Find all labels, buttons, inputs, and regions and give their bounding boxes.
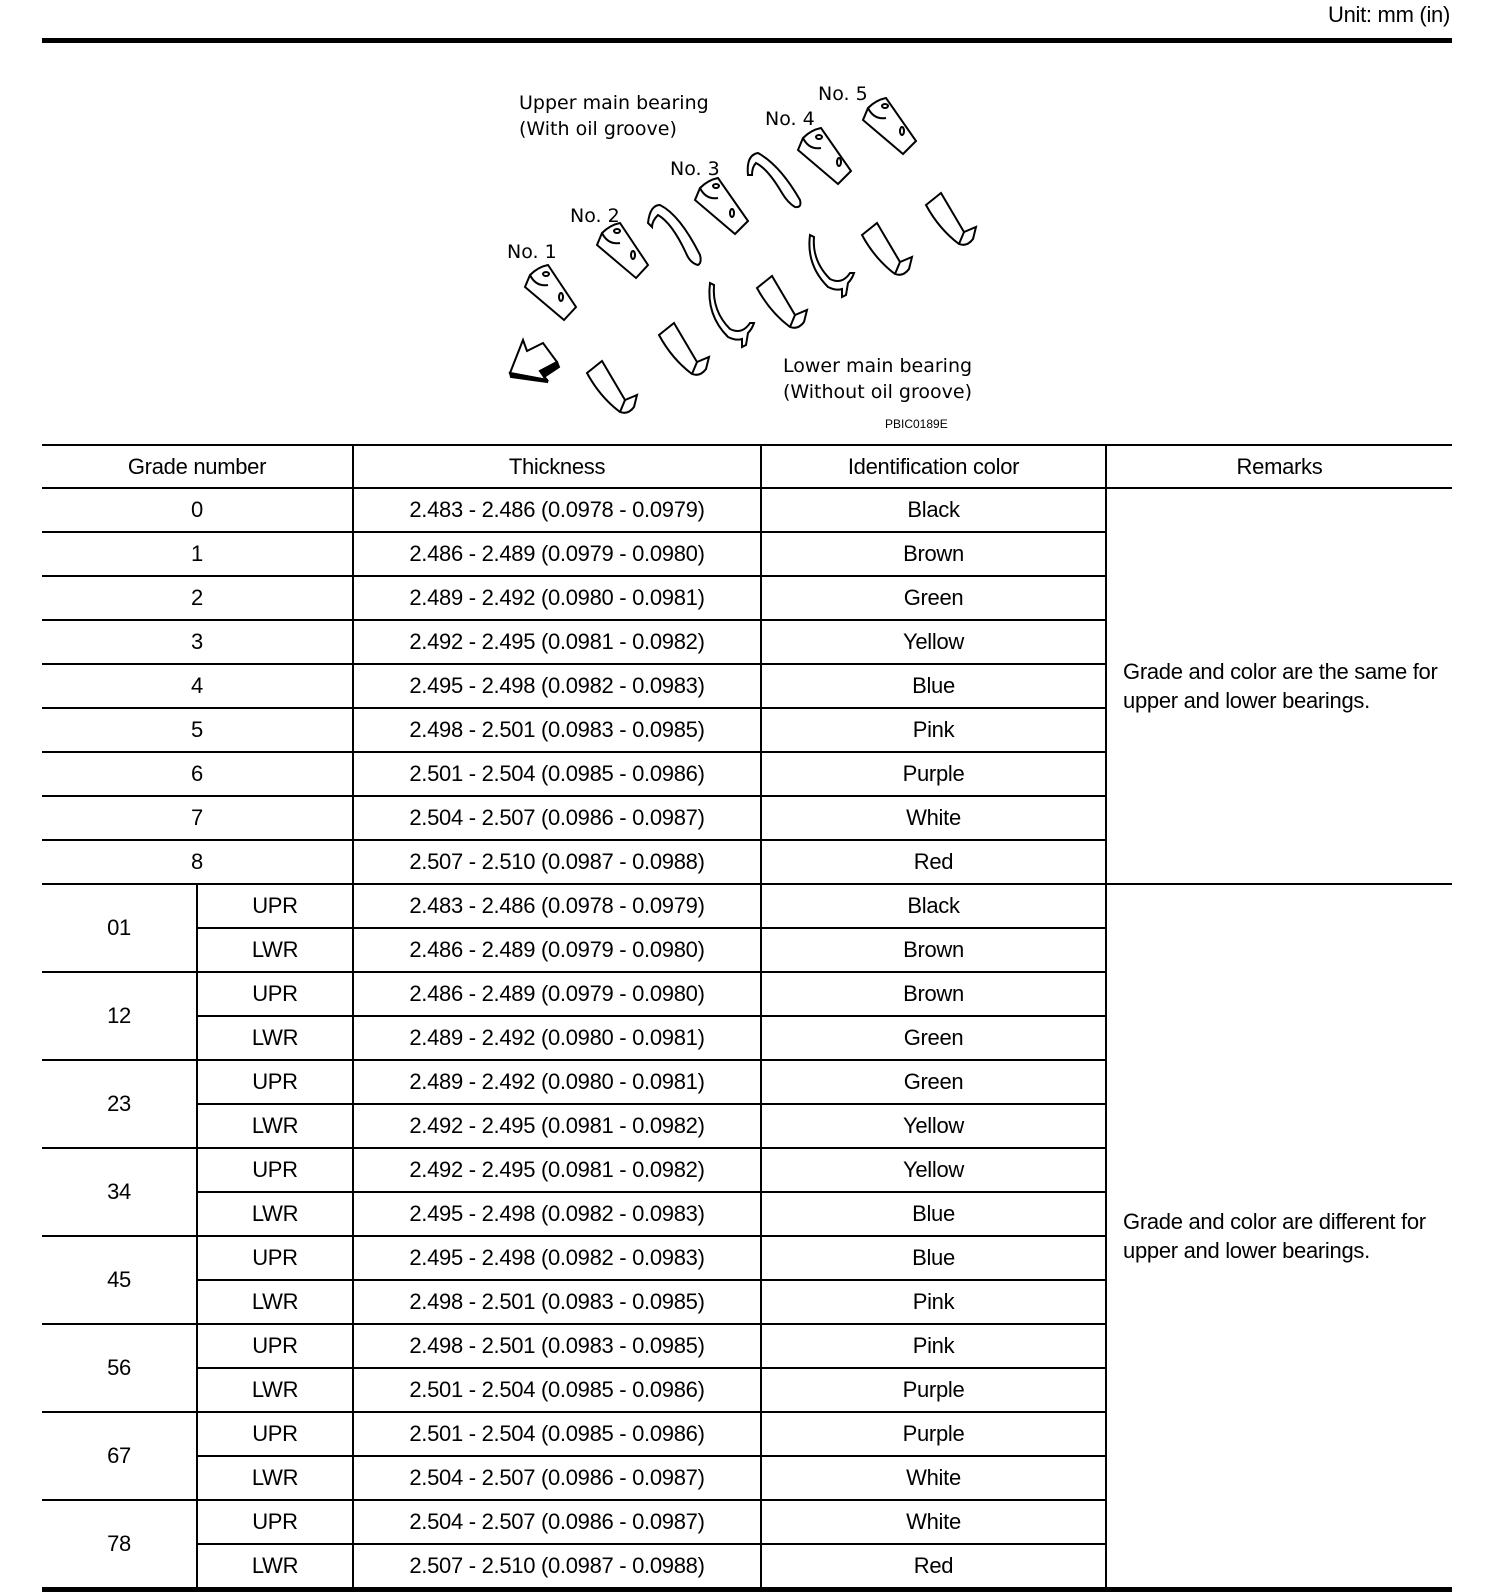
grade-number-cell: 7 — [42, 796, 353, 840]
figure-code: PBIC0189E — [885, 417, 948, 431]
grade-number-cell: 45 — [42, 1236, 197, 1324]
position-label-no1: No. 1 — [507, 241, 557, 263]
identification-color-cell: Green — [761, 576, 1106, 620]
lower-bearing-shell-icon — [757, 276, 807, 328]
grade-number-cell: 8 — [42, 840, 353, 884]
thickness-cell: 2.483 - 2.486 (0.0978 - 0.0979) — [353, 488, 761, 532]
thickness-cell: 2.507 - 2.510 (0.0987 - 0.0988) — [353, 840, 761, 884]
upper-bearing-label-cell: UPR — [197, 1236, 353, 1280]
lower-bearing-label-cell: LWR — [197, 1368, 353, 1412]
lower-bearing-label-cell: LWR — [197, 1544, 353, 1590]
lower-bearing-label-line1: Lower main bearing — [783, 355, 973, 377]
position-label-no5: No. 5 — [818, 83, 868, 105]
main-bearing-illustration — [490, 75, 990, 435]
upper-bearing-shell-icon — [798, 128, 851, 184]
thickness-cell: 2.501 - 2.504 (0.0985 - 0.0986) — [353, 1368, 761, 1412]
upper-bearing-label-cell: UPR — [197, 1500, 353, 1544]
header-remarks: Remarks — [1106, 445, 1452, 488]
thickness-cell: 2.498 - 2.501 (0.0983 - 0.0985) — [353, 708, 761, 752]
thickness-cell: 2.498 - 2.501 (0.0983 - 0.0985) — [353, 1324, 761, 1368]
grade-number-cell: 34 — [42, 1148, 197, 1236]
thickness-cell: 2.492 - 2.495 (0.0981 - 0.0982) — [353, 620, 761, 664]
thickness-cell: 2.483 - 2.486 (0.0978 - 0.0979) — [353, 884, 761, 928]
upper-bearing-label-cell: UPR — [197, 1148, 353, 1192]
grade-number-cell: 12 — [42, 972, 197, 1060]
grade-number-cell: 67 — [42, 1412, 197, 1500]
grade-number-cell: 23 — [42, 1060, 197, 1148]
upper-bearing-label-cell: UPR — [197, 884, 353, 928]
identification-color-cell: Brown — [761, 972, 1106, 1016]
grade-number-cell: 3 — [42, 620, 353, 664]
grade-number-cell: 2 — [42, 576, 353, 620]
thrust-washer-icon — [709, 283, 754, 347]
identification-color-cell: Blue — [761, 1236, 1106, 1280]
identification-color-cell: White — [761, 1500, 1106, 1544]
lower-bearing-label-cell: LWR — [197, 1456, 353, 1500]
thrust-washer-icon — [809, 235, 854, 297]
upper-bearing-label-cell: UPR — [197, 1412, 353, 1456]
position-label-no2: No. 2 — [570, 205, 620, 227]
lower-bearing-shell-icon — [659, 323, 709, 375]
remarks-cell: Grade and color are the same for upper and lower bearings. — [1106, 488, 1452, 884]
thickness-cell: 2.504 - 2.507 (0.0986 - 0.0987) — [353, 1500, 761, 1544]
grade-number-cell: 6 — [42, 752, 353, 796]
lower-bearing-label-cell: LWR — [197, 1016, 353, 1060]
upper-bearing-label-cell: UPR — [197, 1324, 353, 1368]
top-rule-divider — [42, 38, 1452, 43]
identification-color-cell: Purple — [761, 752, 1106, 796]
lower-bearing-shell-icon — [587, 361, 637, 413]
identification-color-cell: White — [761, 1456, 1106, 1500]
front-direction-arrow-icon — [510, 340, 559, 382]
upper-bearing-shell-icon — [695, 178, 748, 234]
upper-bearing-shell-icon — [597, 223, 648, 278]
identification-color-cell: White — [761, 796, 1106, 840]
upper-bearing-label-line2: (With oil groove) — [519, 118, 677, 140]
lower-bearing-shell-icon — [862, 223, 912, 275]
thrust-washer-icon — [748, 153, 801, 207]
grade-number-cell: 0 — [42, 488, 353, 532]
thickness-cell: 2.495 - 2.498 (0.0982 - 0.0983) — [353, 664, 761, 708]
identification-color-cell: Black — [761, 488, 1106, 532]
identification-color-cell: Green — [761, 1016, 1106, 1060]
thickness-cell: 2.486 - 2.489 (0.0979 - 0.0980) — [353, 972, 761, 1016]
identification-color-cell: Green — [761, 1060, 1106, 1104]
grade-number-cell: 78 — [42, 1500, 197, 1590]
thickness-cell: 2.495 - 2.498 (0.0982 - 0.0983) — [353, 1192, 761, 1236]
thickness-cell: 2.504 - 2.507 (0.0986 - 0.0987) — [353, 1456, 761, 1500]
thickness-cell: 2.495 - 2.498 (0.0982 - 0.0983) — [353, 1236, 761, 1280]
identification-color-cell: Purple — [761, 1412, 1106, 1456]
identification-color-cell: Red — [761, 1544, 1106, 1590]
header-grade-number: Grade number — [42, 445, 353, 488]
table-row — [42, 884, 1452, 928]
lower-bearing-shell-icon — [926, 193, 976, 245]
grade-number-cell: 5 — [42, 708, 353, 752]
table-row — [42, 488, 1452, 532]
identification-color-cell: Blue — [761, 1192, 1106, 1236]
grade-number-cell: 4 — [42, 664, 353, 708]
grade-number-cell: 01 — [42, 884, 197, 972]
thickness-cell: 2.486 - 2.489 (0.0979 - 0.0980) — [353, 928, 761, 972]
bearing-grade-table — [42, 444, 1452, 1592]
identification-color-cell: Yellow — [761, 1104, 1106, 1148]
grade-number-cell: 1 — [42, 532, 353, 576]
identification-color-cell: Black — [761, 884, 1106, 928]
upper-bearing-label-cell: UPR — [197, 972, 353, 1016]
identification-color-cell: Brown — [761, 928, 1106, 972]
thickness-cell: 2.492 - 2.495 (0.0981 - 0.0982) — [353, 1104, 761, 1148]
thickness-cell: 2.489 - 2.492 (0.0980 - 0.0981) — [353, 1016, 761, 1060]
position-label-no4: No. 4 — [765, 108, 815, 130]
upper-bearing-shell-icon — [525, 265, 576, 320]
thickness-cell: 2.504 - 2.507 (0.0986 - 0.0987) — [353, 796, 761, 840]
position-label-no3: No. 3 — [670, 158, 720, 180]
unit-label: Unit: mm (in) — [1328, 2, 1450, 27]
lower-bearing-label-line2: (Without oil groove) — [783, 381, 972, 403]
lower-bearing-label-cell: LWR — [197, 1280, 353, 1324]
thickness-cell: 2.489 - 2.492 (0.0980 - 0.0981) — [353, 576, 761, 620]
identification-color-cell: Red — [761, 840, 1106, 884]
identification-color-cell: Yellow — [761, 620, 1106, 664]
identification-color-cell: Yellow — [761, 1148, 1106, 1192]
thickness-cell: 2.498 - 2.501 (0.0983 - 0.0985) — [353, 1280, 761, 1324]
header-thickness: Thickness — [353, 445, 761, 488]
identification-color-cell: Brown — [761, 532, 1106, 576]
identification-color-cell: Purple — [761, 1368, 1106, 1412]
grade-number-cell: 56 — [42, 1324, 197, 1412]
upper-bearing-label-line1: Upper main bearing — [519, 92, 709, 114]
thickness-cell: 2.486 - 2.489 (0.0979 - 0.0980) — [353, 532, 761, 576]
thickness-cell: 2.501 - 2.504 (0.0985 - 0.0986) — [353, 752, 761, 796]
lower-bearing-label-cell: LWR — [197, 1192, 353, 1236]
identification-color-cell: Pink — [761, 1324, 1106, 1368]
remarks-cell: Grade and color are different for upper and lower bearings. — [1106, 884, 1452, 1590]
identification-color-cell: Blue — [761, 664, 1106, 708]
thickness-cell: 2.489 - 2.492 (0.0980 - 0.0981) — [353, 1060, 761, 1104]
header-identification-color: Identification color — [761, 445, 1106, 488]
thrust-washer-icon — [648, 205, 701, 265]
thickness-cell: 2.501 - 2.504 (0.0985 - 0.0986) — [353, 1412, 761, 1456]
lower-bearing-label-cell: LWR — [197, 928, 353, 972]
upper-bearing-shell-icon — [863, 98, 916, 154]
table-header-row — [42, 445, 1452, 488]
thickness-cell: 2.492 - 2.495 (0.0981 - 0.0982) — [353, 1148, 761, 1192]
lower-bearing-label-cell: LWR — [197, 1104, 353, 1148]
thickness-cell: 2.507 - 2.510 (0.0987 - 0.0988) — [353, 1544, 761, 1590]
identification-color-cell: Pink — [761, 1280, 1106, 1324]
upper-bearing-label-cell: UPR — [197, 1060, 353, 1104]
identification-color-cell: Pink — [761, 708, 1106, 752]
